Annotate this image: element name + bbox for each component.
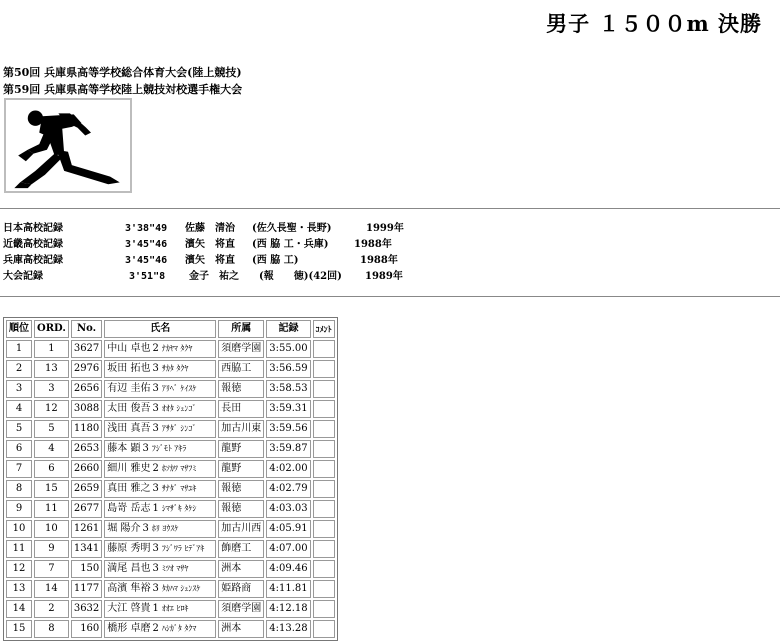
record-cell: 4:02.00 bbox=[266, 460, 310, 478]
number-cell: 1261 bbox=[71, 520, 102, 538]
team-cell: 報徳 bbox=[218, 380, 264, 398]
ord-cell: 15 bbox=[34, 480, 69, 498]
team-cell: 龍野 bbox=[218, 440, 264, 458]
name-cell bbox=[104, 340, 216, 358]
table-row bbox=[6, 400, 335, 418]
meet-names bbox=[3, 64, 242, 98]
table-row bbox=[6, 620, 335, 638]
athlete-name: 島嵜 岳志 bbox=[107, 503, 151, 514]
rank-cell: 9 bbox=[6, 500, 32, 518]
comment-cell bbox=[313, 400, 335, 418]
results-body bbox=[6, 340, 335, 638]
record-year: 1988年 bbox=[360, 255, 398, 266]
table-row bbox=[6, 360, 335, 378]
athlete-name: 細川 雅史 bbox=[107, 463, 151, 474]
athlete-kana: ｻﾅﾀﾞ ﾏｻﾕｷ bbox=[161, 484, 197, 493]
record-cell: 4:09.46 bbox=[266, 560, 310, 578]
comment-cell bbox=[313, 560, 335, 578]
rank-cell: 2 bbox=[6, 360, 32, 378]
comment-cell bbox=[313, 360, 335, 378]
record-label: 大会記録 bbox=[3, 271, 43, 282]
comment-cell bbox=[313, 440, 335, 458]
record-holder: 濱矢 将直 bbox=[185, 239, 235, 250]
athlete-grade: 3 bbox=[152, 583, 159, 594]
number-cell: 3088 bbox=[71, 400, 102, 418]
comment-cell bbox=[313, 540, 335, 558]
number-cell: 2660 bbox=[71, 460, 102, 478]
athlete-name: 大江 啓貴 bbox=[107, 603, 151, 614]
divider-bottom bbox=[0, 296, 780, 297]
rank-cell: 15 bbox=[6, 620, 32, 638]
number-cell: 150 bbox=[71, 560, 102, 578]
record-cell: 3:59.56 bbox=[266, 420, 310, 438]
athlete-grade: 3 bbox=[152, 383, 159, 394]
number-cell: 1180 bbox=[71, 420, 102, 438]
table-row bbox=[6, 440, 335, 458]
results-table-frame bbox=[3, 317, 338, 641]
record-cell: 4:05.91 bbox=[266, 520, 310, 538]
table-row bbox=[6, 340, 335, 358]
comment-cell bbox=[313, 340, 335, 358]
ord-cell: 14 bbox=[34, 580, 69, 598]
rank-cell: 8 bbox=[6, 480, 32, 498]
team-cell: 長田 bbox=[218, 400, 264, 418]
comment-cell bbox=[313, 600, 335, 618]
athlete-kana: ｻｶﾀ ﾀｸﾔ bbox=[161, 364, 189, 373]
table-row bbox=[6, 480, 335, 498]
athlete-grade: 2 bbox=[152, 463, 159, 474]
athlete-name: 中山 卓也 bbox=[107, 343, 151, 354]
name-cell bbox=[104, 400, 216, 418]
ord-cell: 10 bbox=[34, 520, 69, 538]
athlete-grade: 3 bbox=[142, 443, 149, 454]
ord-cell: 13 bbox=[34, 360, 69, 378]
number-cell: 2656 bbox=[71, 380, 102, 398]
athlete-name: 藤本 顕 bbox=[107, 443, 141, 454]
record-label: 兵庫高校記録 bbox=[3, 255, 63, 266]
number-cell: 1341 bbox=[71, 540, 102, 558]
rank-cell: 1 bbox=[6, 340, 32, 358]
number-cell: 1177 bbox=[71, 580, 102, 598]
athlete-kana: ｵｵﾀ ｼｭﾝｺﾞ bbox=[161, 404, 197, 413]
comment-cell bbox=[313, 500, 335, 518]
page-title: 男子 １５００m 決勝 bbox=[546, 11, 762, 36]
results-header-row bbox=[6, 320, 335, 338]
table-row bbox=[6, 500, 335, 518]
record-holder: 濱矢 将直 bbox=[185, 255, 235, 266]
number-cell: 3627 bbox=[71, 340, 102, 358]
ord-cell: 4 bbox=[34, 440, 69, 458]
record-time: 3'45"46 bbox=[125, 239, 168, 250]
athlete-name: 高濱 隼裕 bbox=[107, 583, 151, 594]
table-row bbox=[6, 540, 335, 558]
name-cell bbox=[104, 380, 216, 398]
record-affiliation: (西 脇 工) bbox=[252, 255, 299, 266]
athlete-grade: 1 bbox=[152, 603, 159, 614]
athlete-grade: 3 bbox=[152, 483, 159, 494]
table-row bbox=[6, 460, 335, 478]
ord-cell: 3 bbox=[34, 380, 69, 398]
record-holder: 金子 祐之 bbox=[189, 271, 239, 282]
athlete-kana: ｵｵｴ ﾋﾛｷ bbox=[161, 604, 189, 613]
athlete-kana: ﾌｼﾞﾜﾗ ﾋﾃﾞｱｷ bbox=[161, 544, 205, 553]
name-cell bbox=[104, 460, 216, 478]
athlete-name: 太田 俊吾 bbox=[107, 403, 151, 414]
record-cell: 4:07.00 bbox=[266, 540, 310, 558]
record-time: 3'51"8 bbox=[129, 271, 166, 282]
record-year: 1988年 bbox=[354, 239, 392, 250]
athlete-kana: ﾎﾘ ﾖｳｽｹ bbox=[151, 524, 179, 533]
record-cell: 4:02.79 bbox=[266, 480, 310, 498]
runner-icon bbox=[6, 100, 130, 191]
record-affiliation: (佐久長聖・長野) bbox=[252, 223, 332, 234]
comment-cell bbox=[313, 380, 335, 398]
record-cell: 3:59.31 bbox=[266, 400, 310, 418]
record-cell: 3:58.53 bbox=[266, 380, 310, 398]
name-cell bbox=[104, 620, 216, 638]
athlete-kana: ｱｻﾀﾞ ｼﾝｺﾞ bbox=[161, 424, 197, 433]
number-cell: 2653 bbox=[71, 440, 102, 458]
athlete-name: 満尾 昌也 bbox=[107, 563, 151, 574]
name-cell bbox=[104, 500, 216, 518]
name-cell bbox=[104, 580, 216, 598]
comment-cell bbox=[313, 580, 335, 598]
athlete-name: 堀 陽介 bbox=[107, 523, 141, 534]
athlete-grade: 3 bbox=[152, 363, 159, 374]
rank-cell: 11 bbox=[6, 540, 32, 558]
header-ord: ORD. bbox=[34, 320, 69, 338]
name-cell bbox=[104, 420, 216, 438]
table-row bbox=[6, 560, 335, 578]
record-cell: 4:11.81 bbox=[266, 580, 310, 598]
ord-cell: 5 bbox=[34, 420, 69, 438]
record-time: 3'45"46 bbox=[125, 255, 168, 266]
number-cell: 2659 bbox=[71, 480, 102, 498]
athlete-kana: ﾀｶﾊﾏ ｼｭﾝｽｹ bbox=[161, 584, 201, 593]
rank-cell: 6 bbox=[6, 440, 32, 458]
ord-cell: 2 bbox=[34, 600, 69, 618]
record-affiliation: (西 脇 工・兵庫) bbox=[252, 239, 329, 250]
team-cell: 姫路商 bbox=[218, 580, 264, 598]
athlete-kana: ﾌｼﾞﾓﾄ ｱｷﾗ bbox=[151, 444, 187, 453]
rank-cell: 12 bbox=[6, 560, 32, 578]
athlete-grade: 2 bbox=[152, 623, 159, 634]
rank-cell: 14 bbox=[6, 600, 32, 618]
record-cell: 3:56.59 bbox=[266, 360, 310, 378]
athlete-kana: ｼﾏｻﾞｷ ﾀｹｼ bbox=[161, 504, 197, 513]
ord-cell: 1 bbox=[34, 340, 69, 358]
record-cell: 4:12.18 bbox=[266, 600, 310, 618]
ord-cell: 12 bbox=[34, 400, 69, 418]
comment-cell bbox=[313, 460, 335, 478]
header-comment: ｺﾒﾝﾄ bbox=[313, 320, 335, 338]
team-cell: 須磨学園 bbox=[218, 340, 264, 358]
record-year: 1989年 bbox=[365, 271, 403, 282]
rank-cell: 13 bbox=[6, 580, 32, 598]
rank-cell: 5 bbox=[6, 420, 32, 438]
comment-cell bbox=[313, 420, 335, 438]
number-cell: 2976 bbox=[71, 360, 102, 378]
team-cell: 飾磨工 bbox=[218, 540, 264, 558]
athlete-kana: ﾐﾂｵ ﾏｻﾔ bbox=[161, 564, 189, 573]
comment-cell bbox=[313, 520, 335, 538]
team-cell: 加古川西 bbox=[218, 520, 264, 538]
athlete-name: 橋形 卓磨 bbox=[107, 623, 151, 634]
athlete-kana: ﾎｿｶﾜ ﾏｻﾌﾐ bbox=[161, 464, 197, 473]
name-cell bbox=[104, 560, 216, 578]
header-rank: 順位 bbox=[6, 320, 32, 338]
record-affiliation: (報 徳)(42回) bbox=[259, 271, 342, 282]
record-holder: 佐藤 清治 bbox=[185, 223, 235, 234]
team-cell: 西脇工 bbox=[218, 360, 264, 378]
athlete-kana: ﾊｼｶﾞﾀ ﾀｸﾏ bbox=[161, 624, 197, 633]
ord-cell: 7 bbox=[34, 560, 69, 578]
comment-cell bbox=[313, 620, 335, 638]
team-cell: 加古川東 bbox=[218, 420, 264, 438]
ord-cell: 8 bbox=[34, 620, 69, 638]
record-cell: 3:55.00 bbox=[266, 340, 310, 358]
athlete-grade: 3 bbox=[152, 543, 159, 554]
runner-logo bbox=[4, 98, 132, 193]
team-cell: 洲本 bbox=[218, 560, 264, 578]
name-cell bbox=[104, 600, 216, 618]
number-cell: 2677 bbox=[71, 500, 102, 518]
athlete-grade: 2 bbox=[152, 343, 159, 354]
meet-name-line2: 第59回 兵庫県高等学校陸上競技対校選手権大会 bbox=[3, 83, 243, 96]
athlete-kana: ｱﾘﾍﾞ ｹｲｽｹ bbox=[161, 384, 197, 393]
ord-cell: 6 bbox=[34, 460, 69, 478]
ord-cell: 9 bbox=[34, 540, 69, 558]
athlete-name: 浅田 真吾 bbox=[107, 423, 151, 434]
results-table bbox=[4, 318, 337, 640]
athlete-grade: 3 bbox=[152, 563, 159, 574]
athlete-grade: 3 bbox=[152, 423, 159, 434]
athlete-grade: 3 bbox=[142, 523, 149, 534]
record-label: 日本高校記録 bbox=[3, 223, 63, 234]
comment-cell bbox=[313, 480, 335, 498]
header-name: 氏名 bbox=[104, 320, 216, 338]
record-cell: 4:03.03 bbox=[266, 500, 310, 518]
team-cell: 報徳 bbox=[218, 480, 264, 498]
meet-name-line1: 第50回 兵庫県高等学校総合体育大会(陸上競技) bbox=[3, 66, 242, 79]
table-row bbox=[6, 420, 335, 438]
rank-cell: 10 bbox=[6, 520, 32, 538]
name-cell bbox=[104, 480, 216, 498]
athlete-grade: 3 bbox=[152, 403, 159, 414]
rank-cell: 3 bbox=[6, 380, 32, 398]
team-cell: 須磨学園 bbox=[218, 600, 264, 618]
header-record: 記録 bbox=[266, 320, 310, 338]
team-cell: 報徳 bbox=[218, 500, 264, 518]
team-cell: 洲本 bbox=[218, 620, 264, 638]
record-cell: 3:59.87 bbox=[266, 440, 310, 458]
record-year: 1999年 bbox=[366, 223, 404, 234]
rank-cell: 4 bbox=[6, 400, 32, 418]
number-cell: 3632 bbox=[71, 600, 102, 618]
record-time: 3'38"49 bbox=[125, 223, 168, 234]
athlete-grade: 1 bbox=[152, 503, 159, 514]
athlete-kana: ﾅｶﾔﾏ ﾀｸﾔ bbox=[161, 344, 193, 353]
name-cell bbox=[104, 360, 216, 378]
table-row bbox=[6, 600, 335, 618]
name-cell bbox=[104, 520, 216, 538]
athlete-name: 坂田 拓也 bbox=[107, 363, 151, 374]
ord-cell: 11 bbox=[34, 500, 69, 518]
divider-top bbox=[0, 208, 780, 209]
table-row bbox=[6, 380, 335, 398]
table-row bbox=[6, 520, 335, 538]
table-row bbox=[6, 580, 335, 598]
name-cell bbox=[104, 440, 216, 458]
name-cell bbox=[104, 540, 216, 558]
record-cell: 4:13.28 bbox=[266, 620, 310, 638]
athlete-name: 藤原 秀明 bbox=[107, 543, 151, 554]
header-team: 所属 bbox=[218, 320, 264, 338]
header-no: No. bbox=[71, 320, 102, 338]
athlete-name: 真田 雅之 bbox=[107, 483, 151, 494]
number-cell: 160 bbox=[71, 620, 102, 638]
record-label: 近畿高校記録 bbox=[3, 239, 63, 250]
athlete-name: 有辺 圭佑 bbox=[107, 383, 151, 394]
rank-cell: 7 bbox=[6, 460, 32, 478]
team-cell: 龍野 bbox=[218, 460, 264, 478]
